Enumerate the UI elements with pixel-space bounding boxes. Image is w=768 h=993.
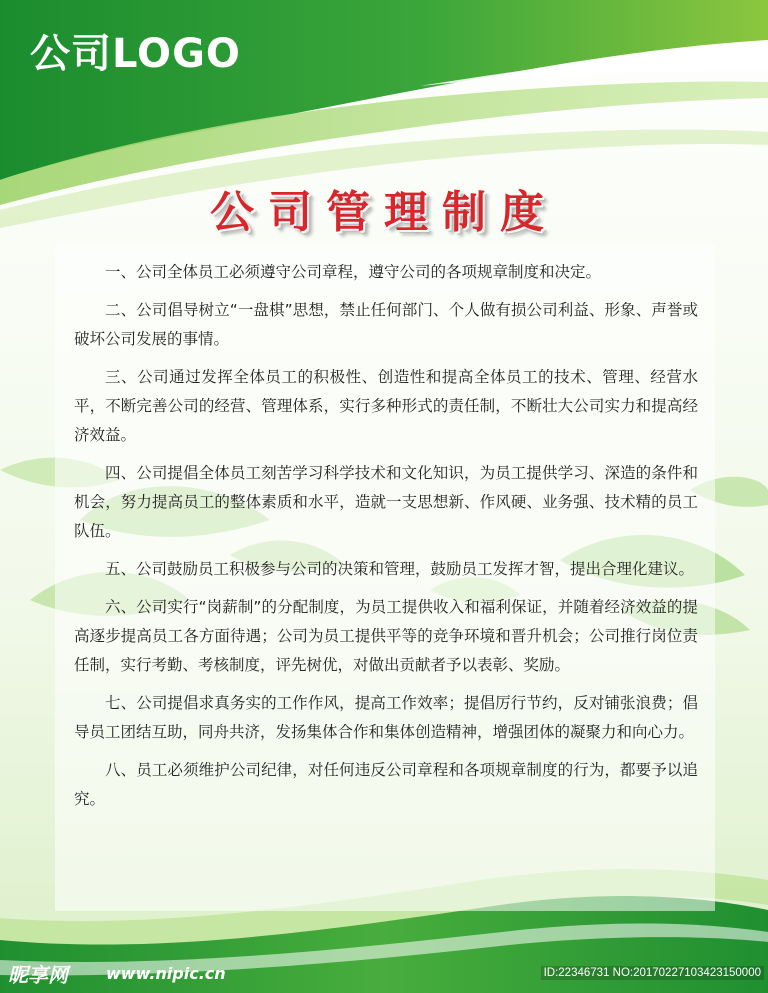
paragraph-7: 七、公司提倡求真务实的工作作风，提高工作效率；提倡厉行节约，反对铺张浪费；倡导员工团结互助，同舟共济，发扬集体合作和集体创造精神，增强团体的凝聚力和向心力。 xyxy=(74,694,698,741)
paragraph-6: 六、公司实行“岗薪制”的分配制度，为员工提供收入和福利保证，并随着经济效益的提高逐步提高员工各方面待遇；公司为员工提供平等的竞争环境和晋升机会；公司推行岗位责任制，实行考勤、考核制度，评先树优，对做出贡献者予以表彰、奖励。 xyxy=(74,598,698,674)
paragraph-4: 四、公司提倡全体员工刻苦学习科学技术和文化知识，为员工提供学习、深造的条件和机会，努力提高员工的整体素质和水平，造就一支思想新、作风硬、业务强、技术精的员工队伍。 xyxy=(74,464,698,540)
company-logo: 公司LOGO xyxy=(30,31,241,77)
page-title: 公司管理制度 xyxy=(210,187,558,238)
watermark-url: www.nipic.cn xyxy=(106,964,226,983)
paragraph-1: 一、公司全体员工必须遵守公司章程，遵守公司的各项规章制度和决定。 xyxy=(105,263,602,281)
paragraph-5: 五、公司鼓励员工积极参与公司的决策和管理，鼓励员工发挥才智，提出合理化建议。 xyxy=(105,560,695,578)
paragraph-3: 三、公司通过发挥全体员工的积极性、创造性和提高全体员工的技术、管理、经营水平，不断完善公司的经营、管理体系，实行多种形式的责任制，不断壮大公司实力和提高经济效益。 xyxy=(74,368,698,444)
watermark-site-name: 昵享网 xyxy=(8,963,68,987)
watermark-image-id: ID:22346731 NO:20170227103423150000 xyxy=(541,966,764,980)
regulations-text xyxy=(74,258,698,823)
paragraph-8: 八、员工必须维护公司纪律，对任何违反公司章程和各项规章制度的行为，都要予以追究。 xyxy=(74,761,698,808)
paragraph-2: 二、公司倡导树立“一盘棋”思想，禁止任何部门、个人做有损公司利益、形象、声誉或破坏公司发展的事情。 xyxy=(74,301,698,348)
